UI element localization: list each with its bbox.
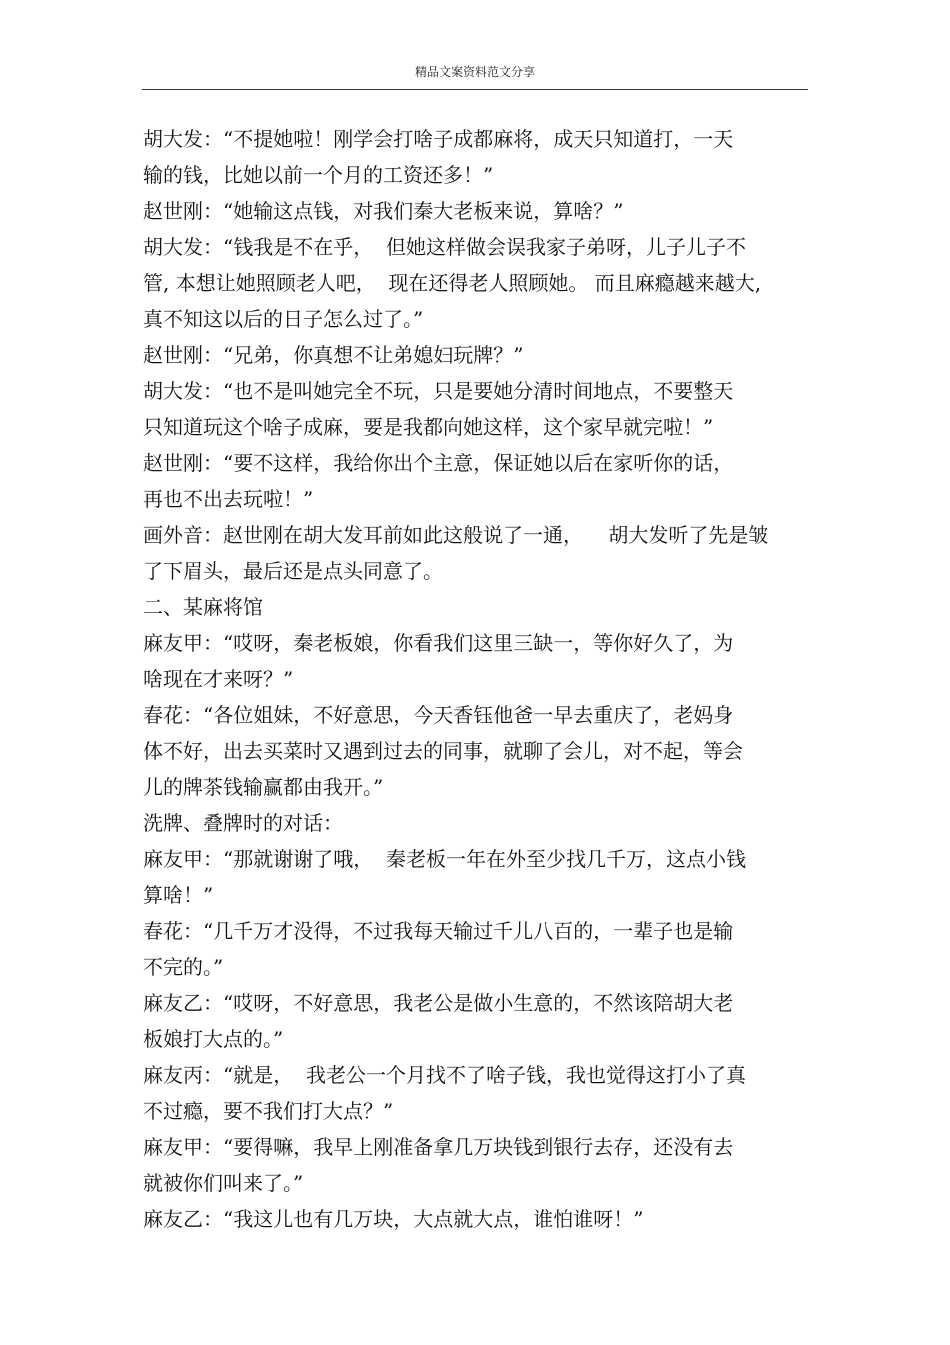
- text-line: 胡大发：“不提她啦！刚学会打啥子成都麻将，成天只知道打，一天: [143, 127, 734, 151]
- text-line: 赵世刚：“要不这样，我给你出个主意，保证她以后在家听你的话，: [143, 451, 734, 475]
- text-line: 麻友丙：“就是， 我老公一个月找不了啥子钱，我也觉得这打小了真: [143, 1063, 746, 1087]
- text-line: 麻友甲：“哎呀，秦老板娘，你看我们这里三缺一，等你好久了，为: [143, 631, 734, 655]
- text-line: 板娘打大点的。”: [143, 1027, 284, 1051]
- text-line: 胡大发：“也不是叫她完全不玩，只是要她分清时间地点，不要整天: [143, 379, 734, 403]
- text-line: 啥现在才来呀？”: [143, 667, 294, 691]
- text-line: 再也不出去玩啦！”: [143, 487, 314, 511]
- script-body: [143, 121, 808, 1237]
- text-line: 了下眉头，最后还是点头同意了。: [143, 559, 443, 583]
- text-line: 不完的。”: [143, 955, 224, 979]
- text-line: 算啥！”: [143, 883, 214, 907]
- text-line: 春花：“几千万才没得，不过我每天输过千儿八百的，一辈子也是输: [143, 919, 734, 943]
- text-line: 麻友乙：“我这儿也有几万块，大点就大点，谁怕谁呀！”: [143, 1207, 644, 1231]
- text-line: 画外音：赵世刚在胡大发耳前如此这般说了一通， 胡大发听了先是皱: [143, 523, 769, 547]
- text-line: 麻友乙：“哎呀，不好意思，我老公是做小生意的，不然该陪胡大老: [143, 991, 734, 1015]
- text-line: 麻友甲：“那就谢谢了哦， 秦老板一年在外至少找几千万，这点小钱: [143, 847, 746, 871]
- page-header: 精品文案资料范文分享: [414, 65, 535, 79]
- text-line: 体不好，出去买菜时又遇到过去的同事，就聊了会儿，对不起，等会: [143, 739, 743, 763]
- text-line: 真不知这以后的日子怎么过了。”: [143, 307, 424, 331]
- text-line: 儿的牌茶钱输赢都由我开。”: [143, 775, 384, 799]
- text-line: 赵世刚：“她输这点钱，对我们秦大老板来说，算啥？”: [143, 199, 624, 223]
- text-line: 就被你们叫来了。”: [143, 1171, 304, 1195]
- text-line: 输的钱，比她以前一个月的工资还多！”: [143, 163, 494, 187]
- text-line: 麻友甲：“要得嘛，我早上刚准备拿几万块钱到银行去存，还没有去: [143, 1135, 734, 1159]
- text-line: 春花：“各位姐妹，不好意思，今天香钰他爸一早去重庆了，老妈身: [143, 703, 734, 727]
- text-line: 洗牌、叠牌时的对话：: [143, 811, 343, 835]
- text-line: 胡大发：“钱我是不在乎， 但她这样做会误我家子弟呀，儿子儿子不: [143, 235, 746, 259]
- section-heading: 二、某麻将馆: [143, 595, 263, 619]
- text-line: 只知道玩这个啥子成麻，要是我都向她这样，这个家早就完啦！”: [143, 415, 714, 439]
- header-divider: [142, 89, 808, 90]
- text-line: 不过瘾，要不我们打大点？”: [143, 1099, 394, 1123]
- text-line: 管, 本想让她照顾老人吧， 现在还得老人照顾她。 而且麻瘾越来越大,: [143, 271, 762, 295]
- text-line: 赵世刚：“兄弟，你真想不让弟媳妇玩牌？”: [143, 343, 524, 367]
